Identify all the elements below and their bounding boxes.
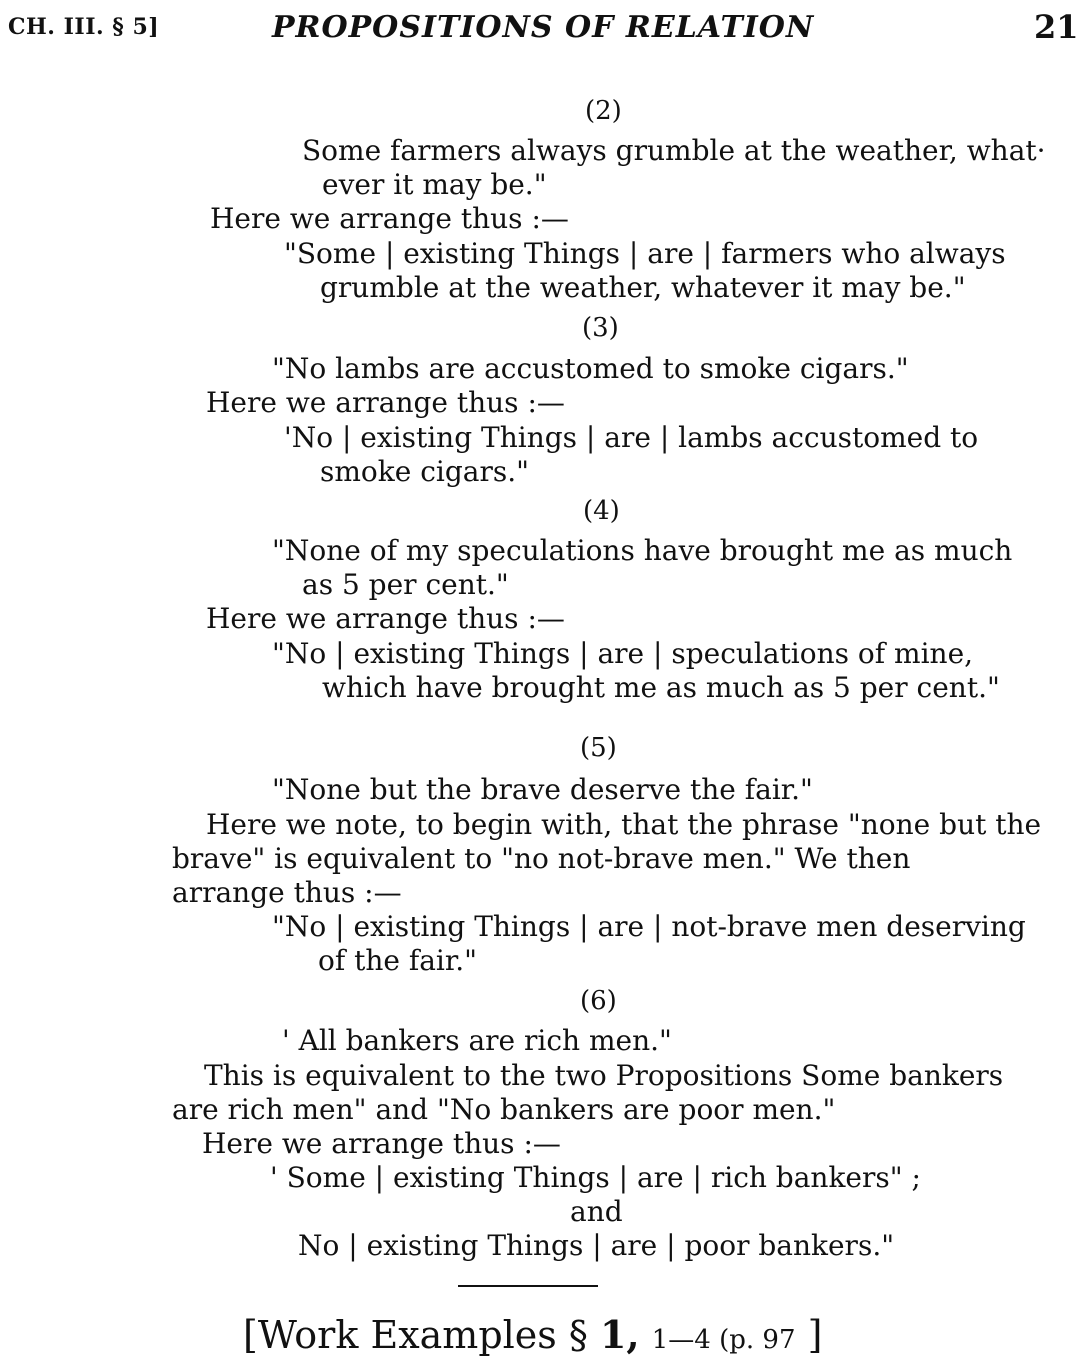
work-examples-reference — [243, 1312, 822, 1357]
arrangement-line: 'No | existing Things | are | lambs accustomed to — [284, 421, 979, 454]
example-number: (3) — [582, 313, 619, 343]
arrangement-line: which have brought me as much as 5 per cent." — [322, 671, 1000, 704]
example-number: (6) — [580, 986, 617, 1016]
arrangement-line: "No | existing Things | are | speculations of mine, — [272, 637, 974, 670]
example-quote-line: "None but the brave deserve the fair." — [272, 773, 813, 806]
note-line: are rich men" and "No bankers are poor men." — [172, 1093, 836, 1126]
arrangement-line: smoke cigars." — [320, 455, 530, 488]
running-header-title: PROPOSITIONS OF RELATION — [272, 10, 815, 45]
arrange-intro: Here we arrange thus :— — [210, 202, 569, 235]
example-number: (2) — [585, 96, 622, 126]
example-quote-line: ever it may be." — [322, 168, 547, 201]
arrange-intro: Here we arrange thus :— — [202, 1127, 561, 1160]
section-divider — [458, 1285, 598, 1287]
example-number: (4) — [583, 496, 620, 526]
example-quote-line: as 5 per cent." — [302, 568, 509, 601]
note-line: arrange thus :— — [172, 876, 402, 909]
arrangement-line: grumble at the weather, whatever it may be." — [320, 271, 966, 304]
arrangement-line: "No | existing Things | are | not-brave men deserving — [272, 910, 1026, 943]
example-range: 1—4 (p. 97 — [651, 1325, 796, 1355]
work-examples-label: Work Examples § — [257, 1313, 588, 1357]
arrange-intro: Here we arrange thus :— — [206, 386, 565, 419]
example-quote-line: "No lambs are accustomed to smoke cigars." — [272, 352, 909, 385]
arrangement-line: ' Some | existing Things | are | rich bankers" ; — [270, 1161, 921, 1194]
note-line: brave" is equivalent to "no not-brave men." We then — [172, 842, 911, 875]
arrange-intro: Here we arrange thus :— — [206, 602, 565, 635]
running-header-chapter: CH. III. § 5] — [8, 14, 160, 40]
example-number: (5) — [580, 733, 617, 763]
note-line: Here we note, to begin with, that the phrase "none but the — [206, 808, 1042, 841]
arrangement-line: of the fair." — [318, 944, 477, 977]
arrangement-line: No | existing Things | are | poor bankers." — [298, 1229, 895, 1262]
example-quote-line: Some farmers always grumble at the weather, what· — [302, 134, 1046, 167]
page-number: 21 — [1034, 8, 1079, 46]
section-number: 1, — [599, 1312, 640, 1357]
bracket-open: [ — [243, 1313, 258, 1357]
note-line: This is equivalent to the two Propositions Some bankers — [204, 1059, 1004, 1092]
bracket-close: ] — [807, 1313, 823, 1357]
arrangement-conjunction: and — [570, 1195, 623, 1228]
arrangement-line: "Some | existing Things | are | farmers who always — [284, 237, 1006, 270]
example-quote-line: "None of my speculations have brought me as much — [272, 534, 1013, 567]
example-quote-line: ' All bankers are rich men." — [282, 1024, 672, 1057]
